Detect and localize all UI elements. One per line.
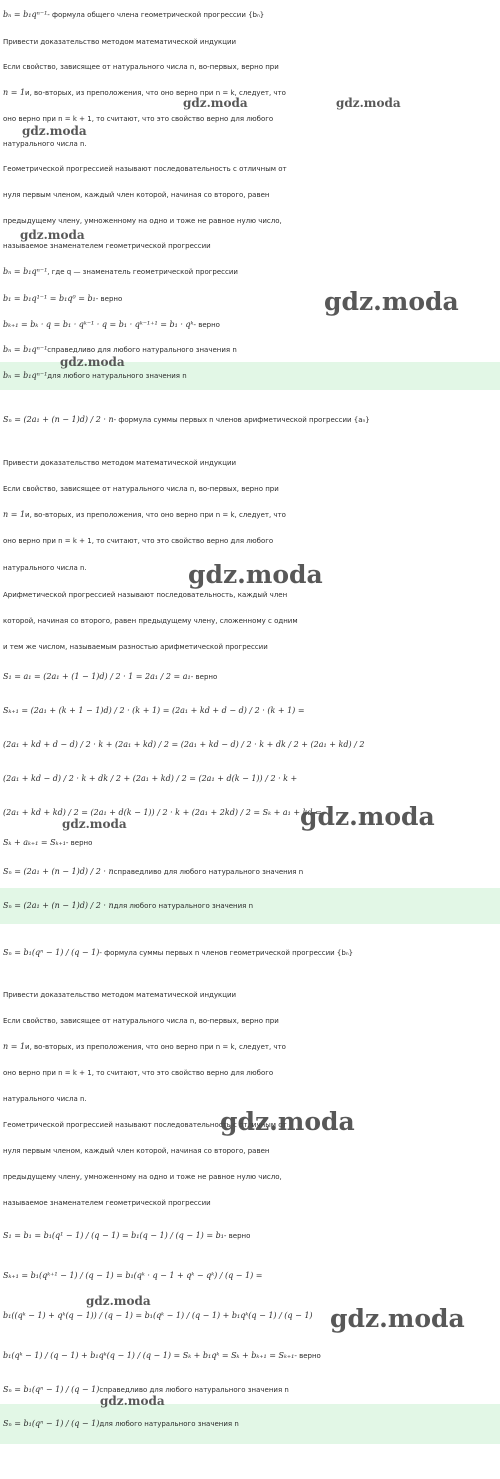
solution-line bbox=[0, 502, 500, 528]
watermark: gdz.moda bbox=[22, 124, 87, 138]
solution-line bbox=[0, 1376, 500, 1404]
math-formula: Sₙ = b₁(qⁿ − 1) / (q − 1) bbox=[3, 1385, 100, 1395]
solution-line bbox=[0, 660, 500, 694]
solution-line bbox=[0, 156, 500, 182]
watermark: gdz.moda bbox=[220, 1107, 355, 1136]
solution-line bbox=[0, 924, 500, 982]
math-formula: Sₖ₊₁ = (2a₁ + (k + 1 − 1)d) / 2 · (k + 1) = (2a₁ + kd + d − d) / 2 · (k + 1) = bbox=[3, 706, 305, 716]
line-text: справедливо для любого натурального значения n bbox=[113, 867, 304, 876]
line-text: - верно bbox=[223, 1231, 251, 1240]
line-text: Геометрической прогрессией называют последовательность с отличным от bbox=[3, 1120, 287, 1129]
solution-line bbox=[0, 762, 500, 796]
solution-line bbox=[0, 528, 500, 554]
line-text: натурального числа n. bbox=[3, 563, 87, 572]
line-text: нуля первым членом, каждый член которой, начиная со второго, равен bbox=[3, 190, 270, 199]
solution-line bbox=[0, 80, 500, 106]
math-formula: Sₙ = (2a₁ + (n − 1)d) / 2 · n bbox=[3, 867, 114, 877]
math-formula: Sₙ = b₁(qⁿ − 1) / (q − 1) bbox=[3, 1419, 100, 1429]
line-text: - верно bbox=[190, 672, 218, 681]
solution-line bbox=[0, 1216, 500, 1256]
solution-line bbox=[0, 390, 500, 450]
line-text: - формула суммы первых n членов геометрической прогрессии {bₙ} bbox=[99, 948, 354, 957]
watermark: gdz.moda bbox=[100, 1394, 165, 1408]
watermark: gdz.moda bbox=[330, 1304, 465, 1333]
solution-line bbox=[0, 608, 500, 634]
line-text: называемое знаменателем геометрической прогрессии bbox=[3, 241, 211, 250]
solution-line bbox=[0, 694, 500, 728]
solution-line bbox=[0, 728, 500, 762]
line-text: , где q — знаменатель геометрической прогрессии bbox=[47, 267, 238, 276]
solution-line bbox=[0, 54, 500, 80]
math-formula: (2a₁ + kd − d) / 2 · k + dk / 2 + (2a₁ + kd) / 2 = (2a₁ + d(k − 1)) / 2 · k + bbox=[3, 774, 298, 784]
line-text: - верно bbox=[65, 838, 93, 847]
solution-line bbox=[0, 1060, 500, 1086]
solution-line bbox=[0, 1164, 500, 1190]
solution-line bbox=[0, 476, 500, 502]
line-text: для любого натурального значения n bbox=[99, 1419, 239, 1428]
math-formula: Sₖ₊₁ = b₁(qᵏ⁺¹ − 1) / (q − 1) = b₁(qᵏ · q − 1 + qᵏ − qᵏ) / (q − 1) = bbox=[3, 1271, 263, 1281]
line-text: Арифметической прогрессией называют последовательность, каждый член bbox=[3, 590, 288, 599]
line-text: и, во-вторых, из преположения, что оно верно при n = k, следует, что bbox=[25, 510, 286, 519]
line-text: натурального числа n. bbox=[3, 139, 87, 148]
line-text: называемое знаменателем геометрической прогрессии bbox=[3, 1198, 211, 1207]
math-formula: Sₙ = (2a₁ + (n − 1)d) / 2 · n bbox=[3, 901, 114, 911]
math-formula: (2a₁ + kd + d − d) / 2 · k + (2a₁ + kd) / 2 = (2a₁ + kd − d) / 2 · k + dk / 2 + (2a₁ + kd) / 2 bbox=[3, 740, 365, 750]
watermark: gdz.moda bbox=[20, 228, 85, 242]
math-formula: Sₖ + aₖ₊₁ = Sₖ₊₁ bbox=[3, 838, 66, 848]
line-text: оно верно при n = k + 1, то считают, что это свойство верно для любого bbox=[3, 1068, 274, 1077]
line-text: Если свойство, зависящее от натурального числа n, во-первых, верно при bbox=[3, 62, 279, 71]
solution-line bbox=[0, 0, 500, 30]
highlighted-conclusion-line bbox=[0, 888, 500, 924]
solution-line bbox=[0, 1034, 500, 1060]
line-text: - верно bbox=[193, 320, 220, 329]
line-text: справедливо для любого натурального значения n bbox=[47, 345, 237, 354]
line-text: и тем же числом, называемым разностью арифметической прогрессии bbox=[3, 642, 268, 651]
line-text: нуля первым членом, каждый член которой, начиная со второго, равен bbox=[3, 1146, 270, 1155]
watermark: gdz.moda bbox=[336, 96, 401, 110]
line-text: - верно bbox=[294, 1351, 321, 1360]
math-formula: b₁ = b₁q¹⁻¹ = b₁q⁰ = b₁ bbox=[3, 294, 96, 304]
solution-line bbox=[0, 634, 500, 660]
line-text: Привести доказательство методом математической индукции bbox=[3, 37, 237, 46]
solution-line bbox=[0, 1190, 500, 1216]
line-text: - верно bbox=[95, 294, 123, 303]
math-formula: (2a₁ + kd + kd) / 2 = (2a₁ + d(k − 1)) / 2 · k + (2a₁ + 2kd) / 2 = Sₖ + a₁ + kd = bbox=[3, 808, 322, 818]
line-text: и, во-вторых, из преположения, что оно верно при n = k, следует, что bbox=[25, 88, 286, 97]
math-formula: n = 1 bbox=[3, 1042, 26, 1052]
line-text: Привести доказательство методом математической индукции bbox=[3, 458, 237, 467]
math-formula: bₖ₊₁ = bₖ · q = b₁ · qᵏ⁻¹ · q = b₁ · qᵏ⁻¹⁺¹ = b₁ · qᵏ bbox=[3, 320, 194, 330]
math-formula: Sₙ = b₁(qⁿ − 1) / (q − 1) bbox=[3, 948, 100, 958]
line-text: натурального числа n. bbox=[3, 1094, 87, 1103]
math-formula: S₁ = a₁ = (2a₁ + (1 − 1)d) / 2 · 1 = 2a₁ / 2 = a₁ bbox=[3, 672, 191, 682]
solution-line bbox=[0, 30, 500, 54]
watermark: gdz.moda bbox=[86, 1294, 151, 1308]
math-formula: bₙ = b₁qⁿ⁻¹ bbox=[3, 345, 48, 355]
line-text: предыдущему члену, умноженному на одно и тоже не равное нулю число, bbox=[3, 1172, 282, 1181]
solution-line bbox=[0, 856, 500, 888]
math-formula: n = 1 bbox=[3, 510, 26, 520]
watermark: gdz.moda bbox=[324, 287, 459, 316]
solution-line bbox=[0, 1008, 500, 1034]
line-text: оно верно при n = k + 1, то считают, что это свойство верно для любого bbox=[3, 536, 274, 545]
solution-line bbox=[0, 258, 500, 286]
line-text: предыдущему члену, умноженному на одно и тоже не равное нулю число, bbox=[3, 216, 282, 225]
math-formula: bₙ = b₁qⁿ⁻¹ bbox=[3, 371, 48, 381]
math-formula: b₁(qᵏ − 1) / (q − 1) + b₁qᵏ(q − 1) / (q − 1) = Sₖ + b₁qᵏ = Sₖ + bₖ₊₁ = Sₖ₊₁ bbox=[3, 1351, 295, 1361]
math-formula: S₁ = b₁ = b₁(q¹ − 1) / (q − 1) = b₁(q − 1) / (q − 1) = b₁ bbox=[3, 1231, 224, 1241]
line-text: оно верно при n = k + 1, то считают, что это свойство верно для любого bbox=[3, 114, 274, 123]
line-text: - формула общего члена геометрической прогрессии {bₙ} bbox=[47, 10, 265, 19]
line-text: справедливо для любого натурального значения n bbox=[99, 1385, 289, 1394]
solution-line bbox=[0, 182, 500, 208]
watermark: gdz.moda bbox=[60, 355, 125, 369]
math-formula: Sₙ = (2a₁ + (n − 1)d) / 2 · n bbox=[3, 415, 114, 425]
highlighted-conclusion-line bbox=[0, 1404, 500, 1444]
line-text: Привести доказательство методом математической индукции bbox=[3, 990, 237, 999]
solution-line bbox=[0, 1256, 500, 1296]
line-text: и, во-вторых, из преположения, что оно верно при n = k, следует, что bbox=[25, 1042, 286, 1051]
watermark: gdz.moda bbox=[188, 560, 323, 589]
math-formula: bₙ = b₁qⁿ⁻¹ bbox=[3, 267, 48, 277]
watermark: gdz.moda bbox=[300, 802, 435, 831]
solution-line bbox=[0, 450, 500, 476]
line-text: Если свойство, зависящее от натурального числа n, во-первых, верно при bbox=[3, 484, 279, 493]
line-text: для любого натурального значения n bbox=[113, 901, 254, 910]
math-formula: b₁((qᵏ − 1) + qᵏ(q − 1)) / (q − 1) = b₁(qᵏ − 1) / (q − 1) + b₁qᵏ(q − 1) / (q − 1) bbox=[3, 1311, 313, 1321]
math-formula: bₙ = b₁qⁿ⁻¹ bbox=[3, 10, 48, 20]
watermark: gdz.moda bbox=[62, 817, 127, 831]
line-text: - формула суммы первых n членов арифметической прогрессии {aₙ} bbox=[113, 415, 370, 424]
solution-line bbox=[0, 1336, 500, 1376]
math-formula: n = 1 bbox=[3, 88, 26, 98]
line-text: для любого натурального значения n bbox=[47, 371, 187, 380]
solution-line bbox=[0, 982, 500, 1008]
solution-line bbox=[0, 830, 500, 856]
solution-line bbox=[0, 1138, 500, 1164]
line-text: Геометрической прогрессией называют последовательность с отличным от bbox=[3, 164, 287, 173]
watermark: gdz.moda bbox=[183, 96, 248, 110]
line-text: Если свойство, зависящее от натурального числа n, во-первых, верно при bbox=[3, 1016, 279, 1025]
line-text: которой, начиная со второго, равен предыдущему члену, сложенному с одним bbox=[3, 616, 298, 625]
